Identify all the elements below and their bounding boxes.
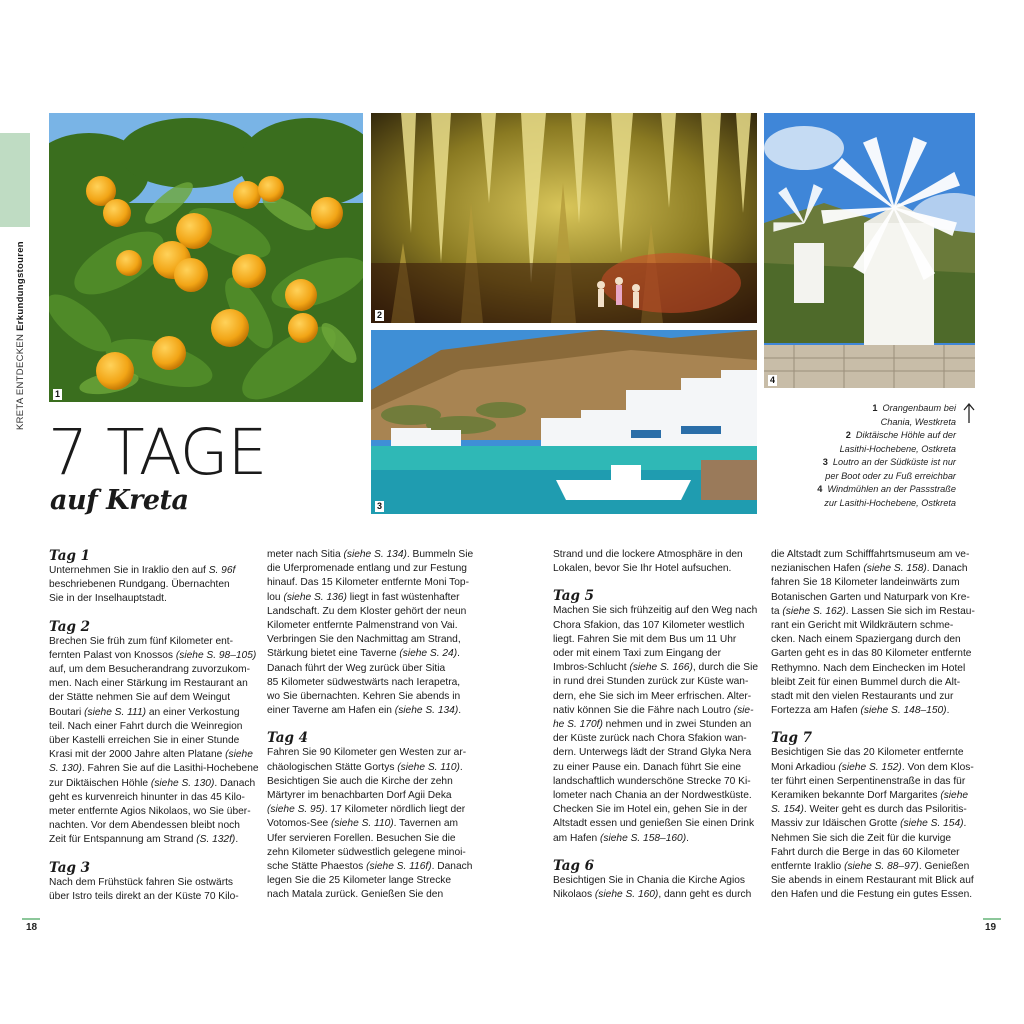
photo-number-1: 1 xyxy=(55,389,61,399)
text-segment: den Hafen und die Festung ein gutes Essen. xyxy=(771,889,973,901)
text-line xyxy=(267,888,472,902)
text-segment: . xyxy=(459,761,463,773)
text-line xyxy=(267,619,472,633)
text-segment: dern. Unterwegs lädt der Strand Glyka Nera xyxy=(553,747,752,759)
itinerary-paragraph xyxy=(553,548,758,576)
text-line xyxy=(553,746,758,760)
page-reference: (siehe S. 166) xyxy=(629,662,693,674)
page-reference: (siehe xyxy=(940,790,969,802)
caption-text: Windmühlen an der Passstraße xyxy=(827,484,956,494)
text-line xyxy=(553,775,758,789)
page-reference: S. 96f xyxy=(208,565,236,576)
text-segment: die Altstadt zum Schifffahrtsmuseum am ve- xyxy=(771,549,970,560)
text-segment: stadt mit den vielen Restaurants und zur xyxy=(771,691,954,703)
text-line xyxy=(771,775,976,789)
caption-line xyxy=(790,456,956,470)
itinerary-paragraph xyxy=(49,635,259,848)
text-segment: , dann geht es durch xyxy=(658,889,752,901)
text-segment: nach Matala zurück. Genießen Sie den xyxy=(267,889,444,901)
text-segment: liegt. Fahren Sie mit dem Bus um 11 Uhr xyxy=(553,633,737,645)
photo-number-3: 3 xyxy=(377,501,383,511)
text-segment: lometer nach Chania an der Nordwestküste. xyxy=(553,790,752,802)
text-line xyxy=(267,761,472,775)
page-reference: (siehe S. 24) xyxy=(399,648,458,660)
text-segment: Besichtigen Sie das 20 Kilometer entfernte xyxy=(771,747,964,759)
text-line xyxy=(267,676,472,690)
text-segment: Besichtigen Sie in Chania die Kirche Agios xyxy=(553,874,745,886)
section-tab-marker xyxy=(0,133,30,227)
day-heading: Tag 4 xyxy=(267,730,309,747)
text-segment: in rund drei Stunden zurück zur Küste wan- xyxy=(553,676,749,688)
text-segment: . Tavernen am xyxy=(393,818,459,830)
chapter-label: Erkundungstouren xyxy=(15,241,26,331)
text-segment: Landschaft. Zu dem Kloster gehört der neun xyxy=(267,605,467,617)
text-segment: Rethymno. Nach dem Einchecken im Hotel xyxy=(771,662,966,674)
page-reference: (sie- xyxy=(733,704,754,716)
text-segment: nativ können Sie die Fähre nach Loutro xyxy=(553,704,734,716)
text-segment: . Von dem Klos- xyxy=(901,761,974,773)
day-heading: Tag 5 xyxy=(553,588,595,605)
page-reference: (siehe S. 111) xyxy=(84,706,147,718)
text-line xyxy=(771,605,976,619)
text-line xyxy=(267,662,472,676)
text-segment: . xyxy=(963,818,967,830)
text-line xyxy=(267,817,472,831)
text-column-4 xyxy=(771,548,976,903)
text-segment: Nach dem Frühstück fahren Sie ostwärts xyxy=(49,876,234,888)
text-line xyxy=(771,832,976,846)
page-reference: (siehe S. 158) xyxy=(863,563,927,575)
text-segment: Garten geht es in das 80 Kilometer entfernte xyxy=(771,648,972,660)
day-heading: Tag 2 xyxy=(49,618,91,635)
text-line xyxy=(771,662,976,676)
text-segment: zur Diktäischen Höhle xyxy=(49,777,151,789)
itinerary-paragraph xyxy=(267,548,472,718)
text-segment: Imbros-Schlucht xyxy=(553,662,630,674)
text-segment: nezianischen Hafen xyxy=(771,563,864,575)
page-reference: (siehe S. 110) xyxy=(397,761,460,773)
text-line xyxy=(553,690,758,704)
text-segment: am Hafen xyxy=(553,832,600,844)
text-line xyxy=(771,591,976,605)
text-segment: landschaftlich wunderschöne Strecke 70 Ki- xyxy=(553,775,751,787)
text-line xyxy=(771,576,976,590)
text-segment: die Uferpromenade entlang und zur Festung xyxy=(267,563,467,575)
text-line xyxy=(49,833,254,847)
text-segment: nehmen und in zwei Stunden an xyxy=(602,719,752,731)
page-reference: (siehe xyxy=(225,749,253,761)
text-segment: Strand und die lockere Atmosphäre in den xyxy=(553,549,743,560)
caption-line xyxy=(790,483,956,497)
caption-number: 4 xyxy=(817,484,823,494)
text-segment: entfernte Iraklio xyxy=(771,861,845,873)
text-segment: cken. Nach einem Spaziergang durch den xyxy=(771,634,961,646)
text-line xyxy=(771,647,976,661)
page-reference: (siehe S. 130) xyxy=(150,777,215,789)
text-line xyxy=(771,803,976,817)
cave-photo xyxy=(371,113,757,323)
text-segment: Stärkung bietet eine Taverne xyxy=(267,648,400,660)
text-segment: beschriebenen Rundgang. Übernachten xyxy=(49,579,230,591)
caption-line xyxy=(790,416,956,430)
page-reference: (siehe S. 160) xyxy=(594,889,659,901)
text-segment: chäologischen Stätte Gortys xyxy=(267,761,398,773)
text-segment: Chora Sfakion, das 107 Kilometer westlich xyxy=(553,619,745,631)
page-reference: S. 154) xyxy=(771,804,804,816)
itinerary-paragraph xyxy=(49,876,254,904)
text-line xyxy=(553,661,758,675)
text-segment: Fortezza am Hafen xyxy=(771,705,861,717)
text-segment: meter entfernte Agios Nikolaos, wo Sie über- xyxy=(49,806,251,818)
text-segment: über Kastelli erreichen Sie in einer Stunde xyxy=(49,735,240,747)
text-line xyxy=(49,791,254,805)
text-line xyxy=(553,732,758,746)
text-column-3 xyxy=(553,548,758,902)
text-line xyxy=(771,704,976,718)
text-segment: . Danach xyxy=(431,861,473,873)
harbor-photo xyxy=(371,330,757,514)
text-segment: Lokalen, bevor Sie Ihr Hotel aufsuchen. xyxy=(553,563,732,575)
page-reference: (siehe S. 134) xyxy=(343,549,407,560)
text-line xyxy=(49,677,254,691)
text-line xyxy=(49,734,254,748)
text-segment: Brechen Sie früh zum fünf Kilometer ent- xyxy=(49,635,234,647)
text-line xyxy=(267,591,472,605)
text-line xyxy=(553,604,758,618)
page-reference: (siehe S. 110) xyxy=(331,818,394,830)
page-reference: (siehe S. 154) xyxy=(900,818,964,830)
text-segment: . xyxy=(946,705,950,717)
text-segment: der Küste zurück nach Chora Sfakion wan- xyxy=(553,733,747,745)
text-segment: Verbringen Sie den Nachmittag am Strand, xyxy=(267,634,461,646)
text-line xyxy=(771,746,976,760)
text-segment: . Genießen xyxy=(918,861,970,873)
text-line xyxy=(553,874,758,888)
text-segment: lou xyxy=(267,591,284,603)
text-line xyxy=(771,562,976,576)
text-segment: nachten. Vor dem Abendessen bleibt noch xyxy=(49,820,240,832)
page-reference: (siehe S. 136) xyxy=(283,591,347,603)
text-line xyxy=(49,890,254,904)
text-line xyxy=(267,860,472,874)
text-line xyxy=(771,846,976,860)
text-line xyxy=(553,633,758,647)
photo-number-4: 4 xyxy=(770,375,776,385)
text-segment: dern, ehe Sie sich im Meer erfrischen. Alter- xyxy=(553,690,752,702)
page-number-right: 19 xyxy=(985,922,997,933)
text-line xyxy=(49,720,254,734)
page-reference: (siehe S. 158–160) xyxy=(600,832,687,844)
text-line xyxy=(49,706,254,720)
caption-text: Orangenbaum bei xyxy=(882,403,956,413)
text-segment: zu einer Pause ein. Danach führt Sie eine xyxy=(553,761,742,773)
text-segment: . Lassen Sie sich im Restau- xyxy=(845,605,975,617)
text-line xyxy=(49,578,254,592)
itinerary-paragraph xyxy=(771,548,976,718)
text-segment: . Fahren Sie auf die Lasithi-Hochebene xyxy=(81,763,259,775)
caption-text: Diktäische Höhle auf der xyxy=(855,430,956,440)
text-line xyxy=(267,874,472,888)
page-reference: (siehe S. 148–150) xyxy=(860,705,947,717)
page-reference: S. 130) xyxy=(49,763,82,775)
text-line xyxy=(771,676,976,690)
caption-number: 1 xyxy=(872,403,878,413)
text-segment: Altstadt essen und genießen Sie einen Drink xyxy=(553,818,755,830)
caption-number: 3 xyxy=(822,457,828,467)
text-line xyxy=(553,832,758,846)
text-segment: 85 Kilometer südwestwärts nach Ierapetra, xyxy=(267,676,461,688)
text-line xyxy=(771,633,976,647)
itinerary-paragraph xyxy=(267,746,472,902)
text-column-2 xyxy=(267,548,472,903)
text-line xyxy=(267,605,472,619)
text-line xyxy=(553,647,758,661)
text-segment: zehn Kilometer südwestlich gelegene minoi- xyxy=(267,846,466,858)
text-segment: Keramiken bekannte Dorf Margarites xyxy=(771,790,941,802)
text-line xyxy=(49,876,254,890)
text-segment: fahren Sie 18 Kilometer landeinwärts zum xyxy=(771,577,960,589)
text-segment: Boutari xyxy=(49,706,85,718)
windmill-photo xyxy=(764,113,975,388)
text-line xyxy=(553,888,758,902)
text-line xyxy=(267,633,472,647)
text-segment: . Danach xyxy=(214,777,256,789)
caption-text: zur Lasithi-Hochebene, Ostkreta xyxy=(824,497,956,508)
text-segment: Märtyrer im benachbarten Dorf Agii Deka xyxy=(267,790,452,802)
caption-line xyxy=(790,443,956,457)
text-line xyxy=(553,718,758,732)
text-segment: Votomos-See xyxy=(267,818,331,830)
text-line xyxy=(49,649,257,663)
text-segment: Moni Arkadiou xyxy=(771,761,839,773)
text-segment: . Danach xyxy=(926,563,968,575)
text-segment: Botanischen Garten und Naturpark von Kre- xyxy=(771,591,970,603)
page-reference: (siehe S. 98–105) xyxy=(175,649,257,661)
caption-text: Loutro an der Südküste ist nur xyxy=(832,457,956,467)
caption-number: 2 xyxy=(845,430,851,440)
text-line xyxy=(771,619,976,633)
text-line xyxy=(267,803,472,817)
text-segment: . xyxy=(457,648,460,660)
text-segment: Sie in der Inselhauptstadt. xyxy=(49,593,167,605)
page-reference: he S. 170f) xyxy=(553,719,603,731)
page-number-left: 18 xyxy=(26,922,38,933)
text-segment: sche Stätte Phaestos xyxy=(267,861,367,873)
day-heading: Tag 6 xyxy=(553,857,595,874)
text-line xyxy=(267,746,472,760)
text-column-1 xyxy=(49,548,259,904)
text-segment: Zeit für Entspannung am Strand xyxy=(49,834,197,846)
text-line xyxy=(49,805,254,819)
text-segment: . Weiter geht es durch das Psiloritis- xyxy=(803,804,967,816)
page-reference: (S. 132f) xyxy=(196,834,236,846)
text-line xyxy=(49,564,254,578)
text-line xyxy=(771,789,976,803)
photo-number-2: 2 xyxy=(377,310,383,320)
text-segment: Krasi mit der 2000 Jahre alten Platane xyxy=(49,749,226,761)
text-segment: . xyxy=(458,705,462,717)
text-line xyxy=(49,635,254,649)
text-segment: legen Sie die 25 Kilometer lange Strecke xyxy=(267,875,452,887)
text-segment: ta xyxy=(771,605,783,617)
text-line xyxy=(267,548,472,562)
caption-line xyxy=(790,470,956,484)
arrow-up-icon xyxy=(962,402,976,424)
text-line xyxy=(553,761,758,775)
page-reference: (siehe S. 95) xyxy=(267,804,325,816)
text-segment: Besichtigen Sie auch die Kirche der zehn xyxy=(267,775,453,787)
page-number-bar-right xyxy=(983,918,1001,920)
caption-line xyxy=(790,402,956,416)
text-segment: wo Sie übernachten. Kehren Sie abends in xyxy=(267,691,461,703)
text-line xyxy=(267,846,472,860)
text-line xyxy=(267,576,472,590)
text-line xyxy=(553,789,758,803)
text-segment: fernten Palast von Knossos xyxy=(49,649,176,661)
text-segment: men. Nach einer Stärkung im Restaurant an xyxy=(49,678,248,690)
itinerary-paragraph xyxy=(49,564,254,607)
day-heading: Tag 3 xyxy=(49,859,91,876)
text-line xyxy=(49,762,259,776)
text-segment: an einer Verkostung xyxy=(146,706,240,718)
text-segment: oder mit einem Taxi zum Eingang der xyxy=(553,648,721,660)
section-label: KRETA ENTDECKEN xyxy=(15,333,26,430)
text-segment: Unternehmen Sie in Iraklio den auf xyxy=(49,565,209,576)
text-segment: Fahren Sie 90 Kilometer gen Westen zur ar- xyxy=(267,747,467,759)
text-segment: . 17 Kilometer nördlich liegt der xyxy=(324,804,466,816)
text-segment: hinauf. Das 15 Kilometer entfernte Moni Top- xyxy=(267,577,469,589)
day-heading: Tag 7 xyxy=(771,730,813,747)
page-subtitle: auf Kreta xyxy=(50,485,189,516)
text-line xyxy=(49,748,254,762)
text-segment: Machen Sie sich frühzeitig auf den Weg nach xyxy=(553,605,758,617)
text-line xyxy=(771,860,976,874)
page-reference: (siehe S. 152) xyxy=(838,761,902,773)
itinerary-paragraph xyxy=(553,604,758,845)
text-segment: bleibt Zeit für einen Bummel durch die Alt- xyxy=(771,676,961,688)
caption-text: Chania, Westkreta xyxy=(880,416,956,427)
text-segment: ter führt einen Serpentinenstraße in das für xyxy=(771,775,966,787)
text-segment: , durch die Sie xyxy=(692,662,758,674)
text-segment: . Bummeln Sie xyxy=(406,549,474,560)
text-line xyxy=(49,777,254,791)
text-segment: Nikolaos xyxy=(553,889,595,901)
text-line xyxy=(267,647,472,661)
text-segment: über Istro teils direkt an der Küste 70 Kilo- xyxy=(49,890,239,902)
section-side-label xyxy=(15,241,26,430)
orange-tree-photo xyxy=(49,113,363,402)
caption-text: per Boot oder zu Fuß erreichbar xyxy=(825,470,956,481)
text-line xyxy=(267,789,472,803)
text-segment: Massiv zur Idäischen Grotte xyxy=(771,818,901,830)
text-line xyxy=(771,874,976,888)
text-line xyxy=(267,704,472,718)
text-line xyxy=(553,619,758,633)
itinerary-paragraph xyxy=(771,746,976,902)
text-line xyxy=(771,690,976,704)
text-segment: Ufer servieren Forellen. Besuchen Sie die xyxy=(267,832,456,844)
text-line xyxy=(771,761,976,775)
page-reference: (siehe S. 134) xyxy=(394,705,459,717)
text-line xyxy=(267,562,472,576)
text-line xyxy=(553,704,758,718)
text-line xyxy=(553,817,758,831)
text-line xyxy=(771,548,976,562)
caption-line xyxy=(790,497,956,511)
itinerary-paragraph xyxy=(553,874,758,902)
text-line xyxy=(267,690,472,704)
page-reference: (siehe S. 162) xyxy=(782,605,846,617)
text-line xyxy=(771,817,976,831)
text-segment: einer Taverne am Hafen ein xyxy=(267,705,395,717)
text-segment: rant ein Gericht mit Wildkräutern schme- xyxy=(771,620,954,632)
text-segment: teil. Nach einer Fahrt durch die Weinregion xyxy=(49,720,243,732)
day-heading: Tag 1 xyxy=(49,548,91,564)
text-line xyxy=(49,691,254,705)
page-reference: (siehe S. 116f) xyxy=(366,861,432,873)
text-segment: Nehmen Sie sich die Zeit für die kurvige xyxy=(771,832,952,844)
text-segment: Kilometer entfernte Palmenstrand von Vai. xyxy=(267,620,458,632)
text-segment: . xyxy=(235,834,239,846)
text-segment: meter nach Sitia xyxy=(267,549,344,560)
text-line xyxy=(49,663,254,677)
text-segment: geht es kurvenreich hinunter in das 45 Kilo- xyxy=(49,791,245,803)
caption-text: Lasithi-Hochebene, Ostkreta xyxy=(839,443,956,454)
text-segment: Sie abends in einem Restaurant mit Blick auf xyxy=(771,875,974,887)
text-segment: Fahrt durch die Berge in das 60 Kilometer xyxy=(771,846,960,858)
text-segment: auf, um dem Besucherandrang zuvorzukom- xyxy=(49,664,251,676)
text-line xyxy=(267,775,472,789)
text-line xyxy=(553,675,758,689)
photo-captions xyxy=(790,402,956,510)
text-line xyxy=(553,548,758,562)
text-line xyxy=(49,819,254,833)
page-title: 7 TAGE xyxy=(48,416,267,489)
text-line xyxy=(771,888,976,902)
page-number-bar-left xyxy=(22,918,40,920)
caption-line xyxy=(790,429,956,443)
text-segment: der Stätte nehmen Sie auf dem Weingut xyxy=(49,692,231,704)
text-segment: liegt in fast wüstenhafter xyxy=(346,591,460,603)
text-line xyxy=(49,592,254,606)
page-reference: (siehe S. 88–97) xyxy=(844,861,919,873)
text-line xyxy=(553,803,758,817)
text-segment: . xyxy=(686,832,689,844)
text-line xyxy=(267,832,472,846)
text-line xyxy=(553,562,758,576)
text-segment: Checken Sie im Hotel ein, gehen Sie in der xyxy=(553,804,748,816)
text-segment: Danach führt der Weg zurück über Sitia xyxy=(267,662,446,674)
